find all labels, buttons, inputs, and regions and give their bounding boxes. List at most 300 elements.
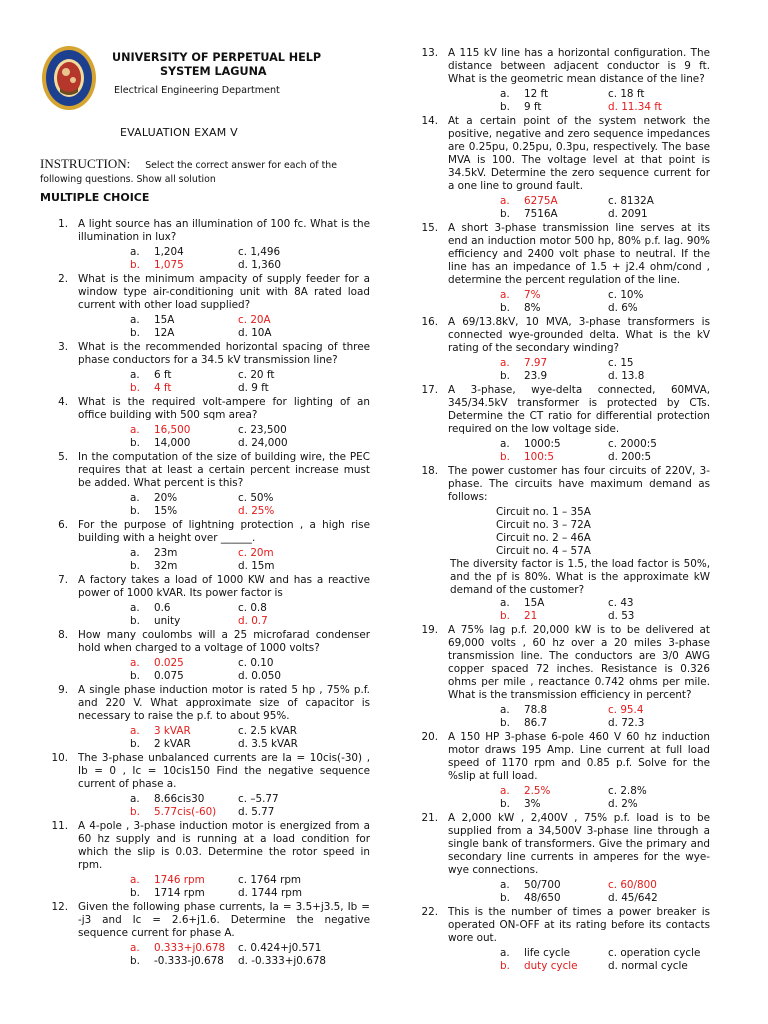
option-text: duty cycle — [524, 960, 578, 972]
option-a — [500, 195, 608, 208]
option-text: 1000:5 — [524, 438, 561, 450]
option-text: d. 2091 — [608, 208, 648, 220]
circuit-item: Circuit no. 1 – 35A — [496, 506, 591, 518]
option-text: 23m — [154, 547, 178, 559]
option-text: d. 9 ft — [238, 382, 269, 394]
option-c — [238, 424, 348, 437]
question-number: 3. — [58, 341, 68, 353]
option-a — [500, 704, 608, 717]
option-b — [130, 327, 238, 340]
option-a — [500, 947, 608, 960]
option-text: c. 2.5 kVAR — [238, 725, 297, 737]
option-text: 8.66cis30 — [154, 793, 205, 805]
option-d — [238, 887, 348, 900]
question — [410, 624, 710, 702]
option-b — [500, 451, 608, 464]
option-text: c. 8132A — [608, 195, 654, 207]
question-number: 7. — [58, 574, 68, 586]
option-text: d. 25% — [238, 505, 275, 517]
option-letter: b. — [500, 451, 510, 463]
option-text: c. 10% — [608, 289, 644, 301]
option-c — [608, 438, 718, 451]
question-number: 14. — [421, 115, 438, 127]
option-letter: a. — [500, 438, 510, 450]
option-text: c. 1764 rpm — [238, 874, 302, 886]
option-text: 8% — [524, 302, 541, 314]
option-text: 3% — [524, 798, 541, 810]
question — [40, 396, 370, 422]
question-text: A light source has an illumination of 100 fc. What is the illumination in lux? — [78, 218, 370, 243]
option-b — [500, 101, 608, 114]
option-letter: b. — [500, 208, 510, 220]
answer-options — [130, 657, 370, 683]
option-c — [608, 947, 718, 960]
option-text: d. 3.5 kVAR — [238, 738, 298, 750]
question-text: In the computation of the size of building wire, the PEC requires that at least a certain percent increase must be added. What percent is this? — [78, 451, 370, 489]
answer-options — [130, 314, 370, 340]
option-b — [500, 798, 608, 811]
option-a — [500, 438, 608, 451]
option-text: d. 1,360 — [238, 259, 281, 271]
option-a — [130, 314, 238, 327]
option-text: 23.9 — [524, 370, 548, 382]
option-b — [130, 505, 238, 518]
answer-options — [130, 492, 370, 518]
question-text: A 75% lag p.f. 20,000 kW is to be delivered at 69,000 volts , 60 hz over a 20 miles 3-phase transmission line. The conductors are 3/0 AWG copper spaced 72 inches. Resistance is 0.326 ohms per mile , reactance 0.742 ohms per mile. What is the transmission efficiency in percent? — [448, 624, 710, 701]
option-b — [130, 738, 238, 751]
question — [410, 384, 710, 436]
option-text: d. 24,000 — [238, 437, 288, 449]
answer-options — [500, 289, 710, 315]
instruction-label: INSTRUCTION: — [40, 156, 131, 171]
option-letter: b. — [130, 738, 140, 750]
option-text: 0.6 — [154, 602, 171, 614]
question-text: A 150 HP 3-phase 6-pole 460 V 60 hz induction motor draws 195 Amp. Line current at full load speed of 1170 rpm and 0.85 p.f. Solve for the %slip at full load. — [448, 731, 710, 782]
option-text: 12 ft — [524, 88, 549, 100]
option-letter: a. — [500, 785, 510, 797]
question-text: What is the minimum ampacity of supply feeder for a window type air-conditioning unit with 8A rated load current with other load supplied? — [78, 273, 370, 311]
option-b — [500, 892, 608, 905]
option-letter: b. — [130, 437, 140, 449]
option-b — [130, 887, 238, 900]
option-text: 86.7 — [524, 717, 548, 729]
option-letter: b. — [130, 382, 140, 394]
question-text: A factory takes a load of 1000 KW and has a reactive power of 1000 kVAR. Its power factor is — [78, 574, 370, 599]
exam-title: EVALUATION EXAM V — [120, 126, 238, 139]
option-letter: b. — [130, 615, 140, 627]
option-text: c. 2.8% — [608, 785, 647, 797]
answer-options — [500, 947, 710, 973]
question-text: How many coulombs will a 25 microfarad condenser hold when charged to a voltage of 1000 volts? — [78, 629, 370, 654]
option-d — [608, 960, 718, 973]
option-d — [238, 327, 348, 340]
question — [410, 115, 710, 193]
option-text: d. 45/642 — [608, 892, 658, 904]
option-text: c. 18 ft — [608, 88, 645, 100]
right-question-list — [410, 47, 710, 973]
option-text: d. normal cycle — [608, 960, 688, 972]
question — [410, 812, 710, 877]
option-text: c. 20 ft — [238, 369, 275, 381]
option-text: d. 5.77 — [238, 806, 275, 818]
option-a — [130, 657, 238, 670]
option-letter: a. — [130, 793, 140, 805]
question — [40, 629, 370, 655]
option-b — [130, 560, 238, 573]
question — [410, 222, 710, 287]
option-text: unity — [154, 615, 181, 627]
question — [410, 906, 710, 945]
option-d — [238, 560, 348, 573]
question-text-continued: The diversity factor is 1.5, the load factor is 50%, and the pf is 80%. What is the approximate kW demand of the customer? — [450, 558, 710, 596]
answer-options — [130, 246, 370, 272]
question — [410, 731, 710, 783]
option-b — [130, 670, 238, 683]
option-text: 1,204 — [154, 246, 184, 258]
question — [40, 820, 370, 872]
option-a — [130, 602, 238, 615]
option-letter: a. — [130, 725, 140, 737]
option-d — [608, 451, 718, 464]
option-text: c. –5.77 — [238, 793, 279, 805]
option-c — [608, 195, 718, 208]
answer-options — [130, 793, 370, 819]
option-d — [608, 370, 718, 383]
option-b — [500, 610, 608, 623]
option-text: 0.025 — [154, 657, 184, 669]
option-text: c. 1,496 — [238, 246, 281, 258]
answer-options — [500, 438, 710, 464]
option-letter: a. — [500, 88, 510, 100]
option-letter: a. — [130, 492, 140, 504]
option-letter: a. — [500, 704, 510, 716]
option-text: 0.075 — [154, 670, 184, 682]
option-text: 7516A — [524, 208, 558, 220]
option-text: d. 11.34 ft — [608, 101, 662, 113]
answer-options — [500, 785, 710, 811]
question — [40, 341, 370, 367]
option-b — [500, 717, 608, 730]
option-c — [608, 597, 718, 610]
question-text: A 115 kV line has a horizontal configuration. The distance between adjacent conductor is 9 ft. What is the geometric mean distance of the line? — [448, 47, 710, 85]
option-letter: a. — [500, 947, 510, 959]
option-c — [238, 547, 348, 560]
option-letter: b. — [130, 955, 140, 967]
question-text: At a certain point of the system network the positive, negative and zero sequence impedances are 0.25pu, 0.25pu, 0.3pu, respectively. The base MVA is 100. The voltage level at that point is 34.5kV. Determine the zero sequence current for a one line to ground fault. — [448, 115, 710, 192]
option-d — [238, 670, 348, 683]
instruction — [40, 157, 370, 187]
option-a — [130, 874, 238, 887]
option-text: 4 ft — [154, 382, 172, 394]
option-text: c. 60/800 — [608, 879, 657, 891]
option-d — [238, 437, 348, 450]
question — [40, 574, 370, 600]
question-number: 16. — [421, 316, 438, 328]
question-text: A short 3-phase transmission line serves at its end an induction motor 500 hp, 80% p.f. lag. 90% efficiency and 2400 volt phase to neutral. If the line has an impedance of 1.5 + j2.4 ohm/cond , determine the percent regulation of the line. — [448, 222, 710, 286]
option-text: 15A — [154, 314, 175, 326]
option-text: 21 — [524, 610, 538, 622]
option-a — [130, 725, 238, 738]
option-b — [130, 437, 238, 450]
answer-options — [130, 547, 370, 573]
option-text: 48/650 — [524, 892, 561, 904]
header-text — [112, 51, 372, 97]
option-a — [130, 547, 238, 560]
option-letter: b. — [130, 560, 140, 572]
question-text: What is the recommended horizontal spacing of three phase conductors for a 34.5 kV transmission line? — [78, 341, 370, 366]
option-c — [238, 874, 348, 887]
option-letter: b. — [500, 302, 510, 314]
option-text: c. 50% — [238, 492, 274, 504]
question — [40, 218, 370, 244]
option-text: 1,075 — [154, 259, 184, 271]
question-number: 8. — [58, 629, 68, 641]
option-text: c. 23,500 — [238, 424, 287, 436]
option-letter: b. — [500, 101, 510, 113]
option-text: d. 13.8 — [608, 370, 645, 382]
option-letter: a. — [130, 874, 140, 886]
option-d — [608, 717, 718, 730]
option-letter: a. — [500, 195, 510, 207]
option-a — [130, 492, 238, 505]
question-text: A 3-phase, wye-delta connected, 60MVA, 345/34.5kV transformer is protected by CTs. Determine the CT ratio for differential protection required on the low voltage side. — [448, 384, 710, 435]
question-number: 19. — [421, 624, 438, 636]
option-letter: a. — [130, 942, 140, 954]
option-c — [238, 942, 348, 955]
answer-options — [130, 725, 370, 751]
option-d — [608, 610, 718, 623]
option-text: 0.333+j0.678 — [154, 942, 226, 954]
option-text: 7.97 — [524, 357, 548, 369]
option-text: c. 2000:5 — [608, 438, 657, 450]
university-seal-icon — [40, 44, 98, 112]
option-text: 1746 rpm — [154, 874, 205, 886]
option-text: 6 ft — [154, 369, 172, 381]
answer-options — [500, 88, 710, 114]
option-b — [500, 960, 608, 973]
option-letter: b. — [130, 887, 140, 899]
option-letter: a. — [130, 369, 140, 381]
question-number: 1. — [58, 218, 68, 230]
option-text: 100:5 — [524, 451, 554, 463]
option-a — [130, 246, 238, 259]
option-text: 20% — [154, 492, 178, 504]
option-c — [238, 314, 348, 327]
option-c — [608, 357, 718, 370]
option-c — [238, 492, 348, 505]
option-b — [130, 615, 238, 628]
option-c — [238, 602, 348, 615]
option-d — [238, 806, 348, 819]
option-letter: b. — [130, 327, 140, 339]
option-text: d. -0.333+j0.678 — [238, 955, 327, 967]
question-number: 22. — [421, 906, 438, 918]
option-letter: a. — [500, 357, 510, 369]
option-letter: a. — [500, 597, 510, 609]
question — [40, 273, 370, 312]
question-text: A 69/13.8kV, 10 MVA, 3-phase transformers is connected wye-grounded delta. What is the kV rating of the secondary winding? — [448, 316, 710, 354]
question-number: 15. — [421, 222, 438, 234]
department-name: Electrical Engineering Department — [114, 85, 280, 96]
option-a — [500, 289, 608, 302]
option-b — [130, 955, 238, 968]
question-text: A single phase induction motor is rated 5 hp , 75% p.f. and 220 V. What approximate size of capacitor is necessary to raise the p.f. to about 95%. — [78, 684, 370, 722]
question-number: 11. — [51, 820, 68, 832]
option-a — [500, 879, 608, 892]
left-question-list — [40, 218, 370, 968]
option-text: d. 0.050 — [238, 670, 281, 682]
option-text: d. 53 — [608, 610, 635, 622]
option-letter: b. — [130, 505, 140, 517]
question-number: 20. — [421, 731, 438, 743]
question-text: The 3-phase unbalanced currents are Ia = 10cis(-30) , Ib = 0 , Ic = 10cis150 Find the negative sequence current of phase a. — [78, 752, 370, 790]
circuit-item: Circuit no. 4 – 57A — [496, 545, 591, 557]
option-letter: b. — [500, 370, 510, 382]
option-text: d. 10A — [238, 327, 272, 339]
option-d — [608, 798, 718, 811]
answer-options — [130, 369, 370, 395]
option-text: 2 kVAR — [154, 738, 191, 750]
option-text: -0.333-j0.678 — [154, 955, 224, 967]
option-d — [238, 738, 348, 751]
section-title: MULTIPLE CHOICE — [40, 191, 150, 204]
option-text: c. 20m — [238, 547, 274, 559]
option-letter: a. — [130, 246, 140, 258]
instruction-text: Select the correct answer for each of the following questions. Show all solution — [40, 160, 337, 185]
question-number: 18. — [421, 465, 438, 477]
option-a — [130, 369, 238, 382]
option-text: 2.5% — [524, 785, 551, 797]
option-text: 6275A — [524, 195, 558, 207]
option-d — [608, 302, 718, 315]
option-text: c. 0.424+j0.571 — [238, 942, 322, 954]
option-text: c. 0.8 — [238, 602, 267, 614]
option-letter: a. — [500, 879, 510, 891]
circuit-item: Circuit no. 2 – 46A — [496, 532, 591, 544]
question-text: For the purpose of lightning protection , a high rise building with a height over ______. — [78, 519, 370, 544]
question — [410, 47, 710, 86]
option-text: c. 15 — [608, 357, 634, 369]
option-d — [608, 892, 718, 905]
right-column — [410, 47, 710, 974]
header — [40, 40, 370, 118]
option-d — [608, 101, 718, 114]
question-number: 2. — [58, 273, 68, 285]
option-a — [500, 597, 608, 610]
option-text: d. 72.3 — [608, 717, 645, 729]
option-d — [608, 208, 718, 221]
option-c — [238, 793, 348, 806]
option-text: d. 6% — [608, 302, 638, 314]
option-a — [500, 785, 608, 798]
question-text: A 2,000 kW , 2,400V , 75% p.f. load is to be supplied from a 34,500V 3-phase line through a single bank of transformers. Give the primary and secondary line currents in amperes for the wye-wye connections. — [448, 812, 710, 876]
option-text: 16,500 — [154, 424, 191, 436]
answer-options — [500, 704, 710, 730]
answer-options — [130, 942, 370, 968]
option-letter: b. — [500, 798, 510, 810]
answer-options — [500, 195, 710, 221]
option-letter: a. — [130, 602, 140, 614]
question-text: This is the number of times a power breaker is operated ON-OFF at its rating before its contacts wore out. — [448, 906, 710, 944]
option-text: c. 20A — [238, 314, 271, 326]
option-a — [500, 88, 608, 101]
option-letter: b. — [500, 892, 510, 904]
option-d — [238, 382, 348, 395]
option-letter: b. — [130, 670, 140, 682]
circuit-item: Circuit no. 3 – 72A — [496, 519, 591, 531]
option-text: 14,000 — [154, 437, 191, 449]
option-c — [608, 704, 718, 717]
option-letter: b. — [130, 259, 140, 271]
option-c — [608, 879, 718, 892]
option-letter: a. — [130, 424, 140, 436]
question — [410, 465, 710, 504]
option-text: life cycle — [524, 947, 570, 959]
option-a — [130, 793, 238, 806]
question-text: What is the required volt-ampere for lighting of an office building with 500 sqm area? — [78, 396, 370, 421]
answer-options — [130, 874, 370, 900]
answer-options — [500, 597, 710, 623]
question — [410, 316, 710, 355]
option-letter: a. — [500, 289, 510, 301]
option-text: d. 15m — [238, 560, 275, 572]
option-text: c. 0.10 — [238, 657, 274, 669]
option-d — [238, 615, 348, 628]
option-text: 1714 rpm — [154, 887, 205, 899]
option-text: 12A — [154, 327, 175, 339]
option-letter: a. — [130, 314, 140, 326]
option-b — [500, 208, 608, 221]
question-text: A 4-pole , 3-phase induction motor is energized from a 60 hz supply and is running at a load condition for which the slip is 0.03. Determine the rotor speed in rpm. — [78, 820, 370, 871]
option-text: c. 43 — [608, 597, 634, 609]
left-column — [40, 40, 370, 969]
option-text: c. operation cycle — [608, 947, 701, 959]
option-text: d. 200:5 — [608, 451, 652, 463]
option-b — [130, 259, 238, 272]
option-text: d. 1744 rpm — [238, 887, 302, 899]
question — [40, 519, 370, 545]
university-campus: SYSTEM LAGUNA — [160, 65, 267, 78]
option-b — [500, 302, 608, 315]
option-d — [238, 955, 348, 968]
answer-options — [500, 357, 710, 383]
answer-options — [130, 424, 370, 450]
option-text: 15A — [524, 597, 545, 609]
answer-options — [500, 879, 710, 905]
option-letter: b. — [500, 610, 510, 622]
option-c — [238, 369, 348, 382]
university-name: UNIVERSITY OF PERPETUAL HELP — [112, 51, 322, 64]
question-number: 5. — [58, 451, 68, 463]
option-a — [130, 424, 238, 437]
option-text: 32m — [154, 560, 178, 572]
question — [40, 901, 370, 940]
option-c — [608, 88, 718, 101]
question — [40, 752, 370, 791]
option-d — [238, 259, 348, 272]
option-letter: a. — [130, 657, 140, 669]
option-b — [500, 370, 608, 383]
question-number: 9. — [58, 684, 68, 696]
option-c — [238, 725, 348, 738]
question-number: 17. — [421, 384, 438, 396]
option-b — [130, 382, 238, 395]
option-text: d. 0.7 — [238, 615, 268, 627]
option-text: c. 95.4 — [608, 704, 644, 716]
question-text: The power customer has four circuits of 220V, 3-phase. The circuits have maximum demand as follows: — [448, 465, 710, 503]
option-letter: b. — [500, 717, 510, 729]
question-number: 6. — [58, 519, 68, 531]
